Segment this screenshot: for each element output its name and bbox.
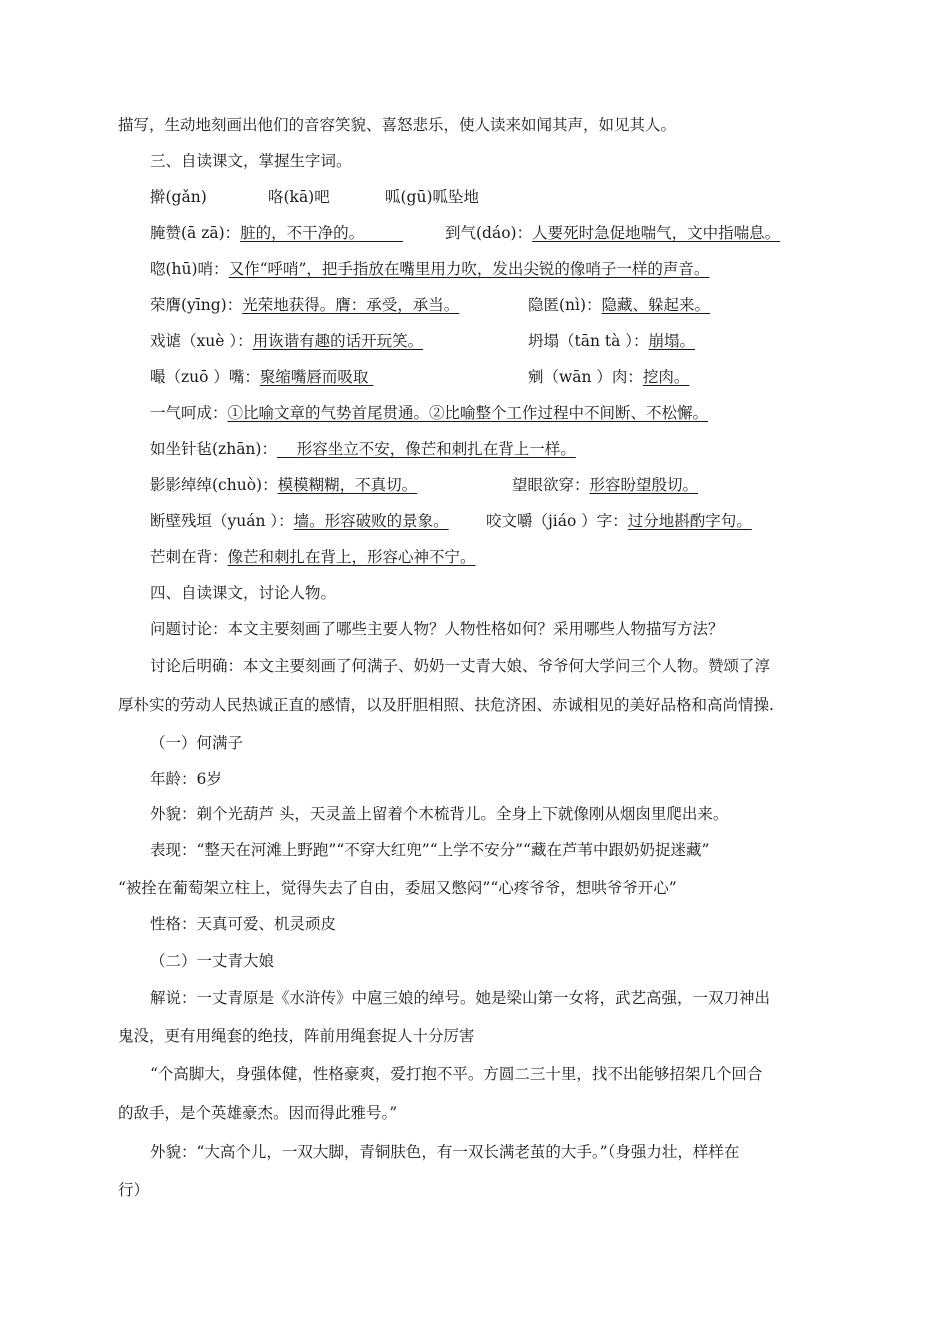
paragraph-line: 问题讨论：本文主要刻画了哪些主要人物？人物性格如何？采用哪些人物描写方法？ bbox=[150, 620, 724, 638]
vocab-row bbox=[150, 258, 709, 280]
paragraph-line: 厚朴实的劳动人民热诚正直的感情，以及肝胆相照、扶危济困、赤诚相见的美好品格和高尚情操. bbox=[118, 696, 774, 714]
vocab-term: 影影绰绰(chuò)： bbox=[150, 476, 278, 494]
vocab-row bbox=[150, 438, 576, 460]
paragraph-line: 年龄：6岁 bbox=[150, 770, 222, 788]
vocab-term: 到气(dáo)： bbox=[445, 224, 533, 242]
vocab-definition: 人要死时急促地喘气，文中指喘息。 bbox=[532, 224, 781, 242]
vocab-row bbox=[150, 474, 850, 496]
vocab-row bbox=[150, 186, 850, 208]
vocab-term: 芒刺在背： bbox=[150, 548, 228, 566]
vocab-definition: 用诙谐有趣的话开玩笑。 bbox=[252, 332, 424, 350]
paragraph-line: 鬼没，更有用绳套的绝技，阵前用绳套捉人十分厉害 bbox=[118, 1027, 475, 1045]
vocab-definition: 像芒和刺扎在背上，形容心神不宁。 bbox=[227, 548, 476, 566]
vocab-definition: 聚缩嘴唇而吸取 bbox=[259, 368, 369, 386]
paragraph-line: “被拴在葡萄架立柱上，觉得失去了自由，委屈又憋闷”“心疼爷爷，想哄爷爷开心” bbox=[118, 879, 677, 897]
vocab-definition: 脏的，不干净的。 bbox=[240, 224, 357, 242]
vocab-row bbox=[150, 366, 850, 388]
vocab-definition: 又作“呼哨”，把手指放在嘴里用力吹，发出尖锐的像哨子一样的声音。 bbox=[228, 260, 710, 278]
vocab-term: 一气呵成： bbox=[150, 404, 228, 422]
vocab-definition: ①比喻文章的气势首尾贯通。②比喻整个工作过程中不间断、不松懈。 bbox=[227, 404, 709, 422]
section-heading-4: 四、自读课文，讨论人物。 bbox=[150, 584, 337, 602]
vocab-term: 嘬（zuō ）嘴： bbox=[150, 368, 260, 386]
vocab-row bbox=[150, 510, 850, 532]
vocab-term: 擀(gǎn) bbox=[150, 188, 207, 206]
vocab-term: 唿(hū)哨： bbox=[150, 260, 229, 278]
paragraph-line: 外貌：“大高个儿，一双大脚，青铜肤色，有一双长满老茧的大手。”（身强力壮，样样在 bbox=[150, 1143, 740, 1161]
vocab-definition: 光荣地获得。膺：承受，承当。 bbox=[242, 296, 460, 314]
vocab-row bbox=[150, 330, 850, 352]
vocab-term: 戏谑（xuè ）： bbox=[150, 332, 253, 350]
vocab-term: 隐匿(nì)： bbox=[528, 296, 602, 314]
vocab-term: 荣膺(yīng)： bbox=[150, 296, 243, 314]
vocab-definition: 形容盼望殷切。 bbox=[589, 476, 699, 494]
vocab-term: 剜（wān ）肉： bbox=[528, 368, 643, 386]
subheading: （一）何满子 bbox=[150, 734, 244, 752]
vocab-definition: 过分地斟酌字句。 bbox=[627, 512, 752, 530]
paragraph-line: 的敌手，是个英雄豪杰。因而得此雅号。” bbox=[118, 1104, 398, 1122]
vocab-row bbox=[150, 402, 708, 424]
vocab-term: 呱(gū)呱坠地 bbox=[385, 188, 479, 206]
vocab-definition: 隐藏、躲起来。 bbox=[601, 296, 711, 314]
vocab-term: 腌赞(ā zā)： bbox=[150, 224, 241, 242]
paragraph-line: 外貌：剃个光葫芦 头，天灵盖上留着个木梳背儿。全身上下就像刚从烟囱里爬出来。 bbox=[150, 805, 729, 823]
paragraph-line: 描写，生动地刻画出他们的音容笑貌、喜怒悲乐，使人读来如闻其声，如见其人。 bbox=[118, 116, 677, 134]
paragraph-line: 解说：一丈青原是《水浒传》中扈三娘的绰号。她是梁山第一女将，武艺高强，一双刀神出 bbox=[150, 989, 771, 1007]
vocab-term: 如坐针毡(zhān)： bbox=[150, 440, 277, 458]
vocab-definition: 挖肉。 bbox=[642, 368, 690, 386]
vocab-term: 断壁残垣（yuán ）： bbox=[150, 512, 294, 530]
paragraph-line: 讨论后明确：本文主要刻画了何满子、奶奶一丈青大娘、爷爷何大学问三个人物。赞颂了淳 bbox=[150, 657, 771, 675]
vocab-row bbox=[150, 222, 850, 244]
vocab-term: 咬文嚼（jiáo ）字： bbox=[486, 512, 628, 530]
paragraph-line: “个高脚大，身强体健，性格豪爽，爱打抱不平。方圆二三十里，找不出能够招架几个回合 bbox=[150, 1065, 763, 1083]
vocab-row bbox=[150, 546, 476, 568]
vocab-definition: 墙。形容破败的景象。 bbox=[293, 512, 449, 530]
vocab-definition: 形容坐立不安，像芒和刺扎在背上一样。 bbox=[296, 440, 576, 458]
subheading: （二）一丈青大娘 bbox=[150, 952, 275, 970]
vocab-row bbox=[150, 294, 850, 316]
vocab-term: 咯(kā)吧 bbox=[268, 188, 330, 206]
vocab-term: 望眼欲穿： bbox=[512, 476, 590, 494]
paragraph-line: 表现：“整天在河滩上野跑”“不穿大红兜”“上学不安分”“藏在芦苇中跟奶奶捉迷藏” bbox=[150, 841, 710, 859]
paragraph-line: 行） bbox=[118, 1181, 150, 1199]
paragraph-line: 性格：天真可爱、机灵顽皮 bbox=[150, 915, 337, 933]
section-heading-3: 三、自读课文，掌握生字词。 bbox=[150, 152, 352, 170]
vocab-term: 坍塌（tān tà ）： bbox=[528, 332, 649, 350]
vocab-definition: 崩塌。 bbox=[648, 332, 696, 350]
vocab-definition: 模模糊糊，不真切。 bbox=[277, 476, 418, 494]
